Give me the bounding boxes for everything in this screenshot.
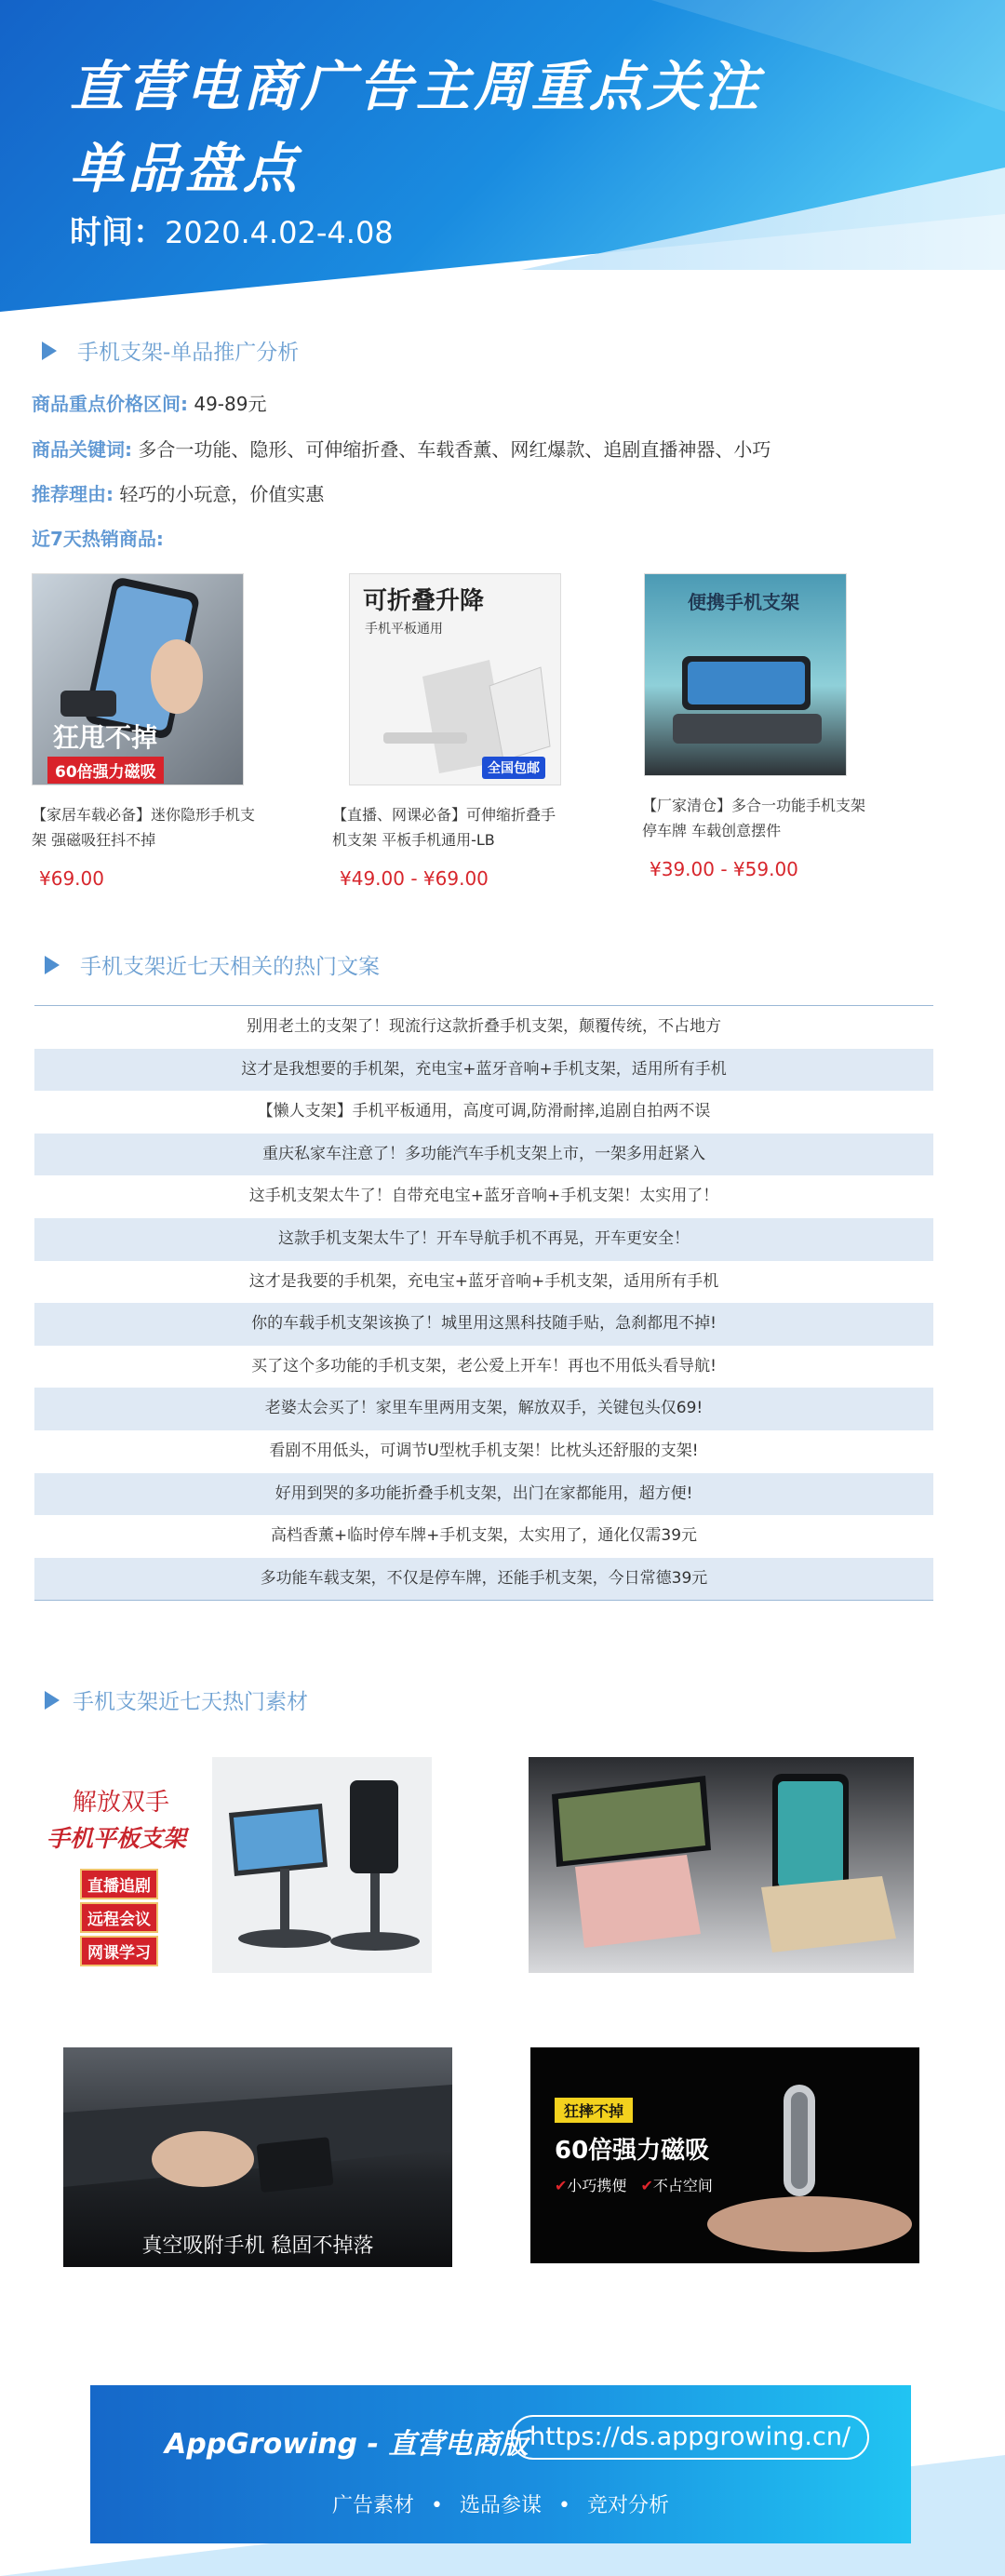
material-image[interactable] [63, 2047, 452, 2267]
table-row: 好用到哭的多功能折叠手机支架，出门在家都能用，超方便! [34, 1473, 933, 1516]
product-image[interactable] [32, 573, 244, 785]
hot-copy-table [34, 1005, 933, 1601]
price-range-label: 商品重点价格区间: [32, 393, 188, 415]
keyword-line [32, 435, 770, 462]
date-label: 时间： [70, 214, 165, 251]
product-image-text: 可折叠升降 [363, 587, 485, 615]
material-tag: 狂摔不掉 [555, 2098, 633, 2123]
check-icon: ✔ [640, 2177, 653, 2194]
table-row: 高档香薰+临时停车牌+手机支架，太实用了，通化仅需39元 [270, 1526, 698, 1546]
table-row: 重庆私家车注意了！多功能汽车手机支架上市，一架多用赶紧入 [34, 1134, 933, 1176]
product-image[interactable] [349, 573, 561, 785]
triangle-bullet-icon [42, 342, 57, 360]
table-row: 这才是我要的手机架，充电宝+蓝牙音响+手机支架，适用所有手机 [248, 1271, 719, 1291]
product-card[interactable] [642, 573, 921, 880]
product-price: ¥49.00 - ¥69.00 [340, 867, 489, 890]
material-feature-text: 不占空间 [652, 2177, 713, 2194]
table-row: 这手机支架太牛了！自带充电宝+蓝牙音响+手机支架！太实用了！ [248, 1187, 719, 1206]
page-title-line2: 单品盘点 [70, 137, 302, 200]
section-header-hot-materials [45, 1684, 308, 1715]
footer-link-product-selection[interactable]: 选品参谋 [459, 2494, 542, 2517]
product-card[interactable] [332, 573, 611, 890]
table-row: 看剧不用低头，可调节U型枕手机支架！比枕头还舒服的支架! [269, 1441, 699, 1460]
page-header [0, 0, 1005, 316]
section-title: 手机支架近七天热门素材 [73, 1690, 308, 1714]
date-range [70, 207, 394, 252]
reason-label: 推荐理由: [32, 483, 114, 505]
product-price: ¥39.00 - ¥59.00 [650, 858, 798, 880]
product-image-subtext: 手机平板通用 [365, 622, 443, 637]
material-image[interactable] [529, 1757, 914, 1973]
product-name[interactable]: 【直播、网课必备】可伸缩折叠手机支架 平板手机通用-LB [332, 806, 556, 849]
price-range-value: 49-89元 [194, 393, 267, 415]
product-name[interactable]: 【家居车载必备】迷你隐形手机支架 强磁吸狂抖不掉 [32, 806, 256, 849]
triangle-bullet-icon [45, 1691, 60, 1710]
reason-value: 轻巧的小玩意，价值实惠 [119, 483, 325, 505]
material-image[interactable] [43, 1757, 432, 1973]
section-title: 手机支架-单品推广分析 [77, 341, 300, 365]
section-header-product-analysis [42, 335, 299, 366]
hot-products-line [32, 524, 164, 551]
material-caption: 真空吸附手机 稳固不掉落 [141, 2234, 374, 2258]
reason-line [32, 479, 324, 506]
material-text: 解放双手 [73, 1789, 170, 1817]
keyword-label: 商品关键词: [32, 438, 132, 461]
product-image[interactable] [644, 573, 847, 776]
table-row: 这才是我想要的手机架，充电宝+蓝牙音响+手机支架，适用所有手机 [34, 1049, 933, 1092]
footer-link-competitor-analysis[interactable]: 竞对分析 [586, 2494, 669, 2517]
product-image-text: 便携手机支架 [688, 591, 799, 613]
material-image[interactable] [530, 2047, 919, 2263]
triangle-bullet-icon [45, 956, 60, 974]
table-row: 你的车载手机支架该换了！城里用这黑科技随手贴，急刹都甩不掉! [34, 1303, 933, 1346]
product-image-badge: 60倍强力磁吸 [47, 757, 164, 784]
table-row: 别用老土的支架了！现流行这款折叠手机支架，颠覆传统，不占地方 [247, 1017, 721, 1036]
date-value: 2020.4.02-4.08 [165, 215, 394, 250]
table-row: 【懒人支架】手机平板通用，高度可调,防滑耐摔,追剧自拍两不误 [257, 1102, 711, 1121]
material-text: 60倍强力磁吸 [555, 2137, 710, 2165]
product-card[interactable] [32, 573, 311, 890]
check-icon: ✔ [555, 2177, 568, 2194]
footer-links [90, 2489, 911, 2518]
site-url-link[interactable]: https://ds.appgrowing.cn/ [511, 2415, 869, 2460]
table-row: 买了这个多功能的手机支架，老公爱上开车！再也不用低头看导航! [251, 1356, 717, 1375]
section-title: 手机支架近七天相关的热门文案 [80, 955, 380, 979]
brand-logo-text: AppGrowing - 直营电商版 [165, 2428, 529, 2461]
product-image-badge: 全国包邮 [482, 757, 545, 779]
keyword-value: 多合一功能、隐形、可伸缩折叠、车载香薰、网红爆款、追剧直播神器、小巧 [138, 438, 771, 461]
table-row: 老婆太会买了！家里车里两用支架，解放双手，关键包头仅69! [34, 1388, 933, 1430]
page-title-line1: 直营电商广告主周重点关注 [70, 55, 763, 118]
material-photo-charging-dock [529, 1757, 914, 1973]
material-feature-text: 小巧携便 [567, 2177, 627, 2194]
material-badge: 远程会议 [80, 1902, 158, 1933]
bullet-dot-icon: • [558, 2494, 570, 2517]
section-header-hot-copy [45, 949, 380, 980]
material-text: 手机平板支架 [47, 1825, 187, 1852]
footer-link-ad-materials[interactable]: 广告素材 [331, 2494, 414, 2517]
bullet-dot-icon: • [431, 2494, 443, 2517]
material-badge: 直播追剧 [80, 1869, 158, 1899]
product-image-text: 狂甩不掉 [53, 722, 158, 753]
price-range-line [32, 389, 266, 416]
table-row: 这款手机支架太牛了！开车导航手机不再晃，开车更安全！ [34, 1218, 933, 1261]
material-badge: 网课学习 [80, 1936, 158, 1966]
hot-products-label: 近7天热销商品: [32, 528, 164, 550]
table-row: 多功能车载支架，不仅是停车牌，还能手机支架，今日常德39元 [34, 1558, 933, 1601]
product-price: ¥69.00 [39, 867, 104, 890]
product-name[interactable]: 【厂家清仓】多合一功能手机支架 停车牌 车载创意摆件 [642, 797, 866, 839]
material-feature [555, 2174, 713, 2195]
footer-banner [90, 2385, 911, 2543]
